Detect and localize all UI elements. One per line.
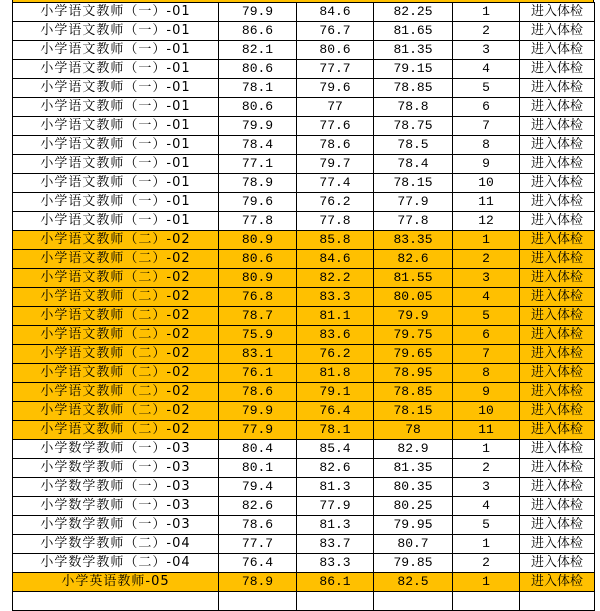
position-cell: 小学语文教师（二）-02 bbox=[13, 326, 219, 345]
written-score-cell: 82.6 bbox=[219, 497, 297, 516]
written-score-cell: 80.9 bbox=[219, 231, 297, 250]
rank-cell: 5 bbox=[453, 307, 520, 326]
total-score-cell: 78.85 bbox=[374, 383, 453, 402]
position-cell: 小学语文教师（二）-02 bbox=[13, 250, 219, 269]
interview-score-cell: 77.9 bbox=[297, 497, 374, 516]
interview-score-cell: 86.1 bbox=[297, 573, 374, 592]
rank-cell: 2 bbox=[453, 22, 520, 41]
position-cell: 小学语文教师（一）-01 bbox=[13, 117, 219, 136]
result-cell: 进入体检 bbox=[520, 250, 595, 269]
position-cell: 小学语文教师（二）-02 bbox=[13, 307, 219, 326]
result-cell: 进入体检 bbox=[520, 155, 595, 174]
interview-score-cell: 81.3 bbox=[297, 516, 374, 535]
position-cell: 小学语文教师（二）-02 bbox=[13, 364, 219, 383]
table-row bbox=[13, 421, 595, 440]
rank-cell: 6 bbox=[453, 326, 520, 345]
interview-score-cell: 85.4 bbox=[297, 440, 374, 459]
position-cell: 小学语文教师（一）-01 bbox=[13, 22, 219, 41]
result-cell: 进入体检 bbox=[520, 364, 595, 383]
written-score-cell: 79.6 bbox=[219, 193, 297, 212]
rank-cell: 6 bbox=[453, 98, 520, 117]
total-score-cell: 80.7 bbox=[374, 535, 453, 554]
table-row bbox=[13, 554, 595, 573]
interview-score-cell: 77.6 bbox=[297, 117, 374, 136]
result-cell: 进入体检 bbox=[520, 269, 595, 288]
written-score-cell: 82.1 bbox=[219, 41, 297, 60]
rank-cell: 1 bbox=[453, 3, 520, 22]
total-score-cell: 82.9 bbox=[374, 440, 453, 459]
interview-score-cell: 78.6 bbox=[297, 136, 374, 155]
result-cell: 进入体检 bbox=[520, 79, 595, 98]
table-row bbox=[13, 60, 595, 79]
total-score-cell: 80.25 bbox=[374, 497, 453, 516]
interview-score-cell: 84.6 bbox=[297, 250, 374, 269]
written-score-cell: 77.8 bbox=[219, 212, 297, 231]
rank-cell: 1 bbox=[453, 573, 520, 592]
total-score-cell: 79.65 bbox=[374, 345, 453, 364]
interview-score-cell: 76.2 bbox=[297, 193, 374, 212]
position-cell: 小学语文教师（一）-01 bbox=[13, 174, 219, 193]
position-cell: 小学语文教师（一）-01 bbox=[13, 98, 219, 117]
total-score-cell: 79.75 bbox=[374, 326, 453, 345]
table-row bbox=[13, 193, 595, 212]
rank-cell: 2 bbox=[453, 459, 520, 478]
table-row bbox=[13, 41, 595, 60]
table-row bbox=[13, 3, 595, 22]
table-row bbox=[13, 155, 595, 174]
total-score-cell: 79.95 bbox=[374, 516, 453, 535]
written-score-cell: 80.6 bbox=[219, 250, 297, 269]
rank-cell: 11 bbox=[453, 193, 520, 212]
interview-score-cell: 79.1 bbox=[297, 383, 374, 402]
position-cell: 小学语文教师（一）-01 bbox=[13, 193, 219, 212]
total-score-cell: 78.8 bbox=[374, 98, 453, 117]
interview-score-cell: 76.7 bbox=[297, 22, 374, 41]
result-cell: 进入体检 bbox=[520, 22, 595, 41]
next-row-cutoff bbox=[13, 592, 595, 611]
rank-cell: 4 bbox=[453, 288, 520, 307]
total-score-cell: 78.75 bbox=[374, 117, 453, 136]
table-row bbox=[13, 402, 595, 421]
interview-score-cell: 77.7 bbox=[297, 60, 374, 79]
total-score-cell: 80.35 bbox=[374, 478, 453, 497]
rank-cell: 8 bbox=[453, 136, 520, 155]
total-score-cell: 82.25 bbox=[374, 3, 453, 22]
result-cell: 进入体检 bbox=[520, 117, 595, 136]
table-row bbox=[13, 516, 595, 535]
table-row bbox=[13, 22, 595, 41]
table-row bbox=[13, 440, 595, 459]
written-score-cell: 79.4 bbox=[219, 478, 297, 497]
rank-cell: 11 bbox=[453, 421, 520, 440]
written-score-cell: 77.1 bbox=[219, 155, 297, 174]
result-cell: 进入体检 bbox=[520, 516, 595, 535]
table-row bbox=[13, 497, 595, 516]
position-cell: 小学语文教师（一）-01 bbox=[13, 155, 219, 174]
position-cell: 小学语文教师（二）-02 bbox=[13, 231, 219, 250]
written-score-cell: 76.8 bbox=[219, 288, 297, 307]
interview-score-cell: 81.3 bbox=[297, 478, 374, 497]
written-score-cell: 78.9 bbox=[219, 573, 297, 592]
written-score-cell: 77.9 bbox=[219, 421, 297, 440]
table-row bbox=[13, 117, 595, 136]
rank-cell: 7 bbox=[453, 117, 520, 136]
written-score-cell: 80.6 bbox=[219, 60, 297, 79]
rank-cell: 10 bbox=[453, 174, 520, 193]
total-score-cell: 78 bbox=[374, 421, 453, 440]
interview-score-cell: 83.3 bbox=[297, 554, 374, 573]
table-row bbox=[13, 345, 595, 364]
result-cell: 进入体检 bbox=[520, 421, 595, 440]
result-cell: 进入体检 bbox=[520, 288, 595, 307]
position-cell: 小学数学教师（一）-03 bbox=[13, 516, 219, 535]
written-score-cell: 78.6 bbox=[219, 516, 297, 535]
result-cell: 进入体检 bbox=[520, 98, 595, 117]
total-score-cell: 82.6 bbox=[374, 250, 453, 269]
written-score-cell: 78.7 bbox=[219, 307, 297, 326]
total-score-cell: 79.15 bbox=[374, 60, 453, 79]
position-cell: 小学语文教师（二）-02 bbox=[13, 345, 219, 364]
table-row bbox=[13, 478, 595, 497]
position-cell bbox=[13, 592, 219, 611]
rank-cell bbox=[453, 592, 520, 611]
written-score-cell: 83.1 bbox=[219, 345, 297, 364]
result-cell: 进入体检 bbox=[520, 459, 595, 478]
table-row bbox=[13, 326, 595, 345]
total-score-cell: 78.95 bbox=[374, 364, 453, 383]
result-cell: 进入体检 bbox=[520, 212, 595, 231]
position-cell: 小学数学教师（一）-03 bbox=[13, 459, 219, 478]
rank-cell: 1 bbox=[453, 231, 520, 250]
written-score-cell: 78.1 bbox=[219, 79, 297, 98]
table-row bbox=[13, 98, 595, 117]
total-score-cell: 78.15 bbox=[374, 174, 453, 193]
total-score-cell: 82.5 bbox=[374, 573, 453, 592]
table-row bbox=[13, 364, 595, 383]
table-row bbox=[13, 288, 595, 307]
written-score-cell: 78.9 bbox=[219, 174, 297, 193]
result-cell: 进入体检 bbox=[520, 41, 595, 60]
interview-score-cell: 78.1 bbox=[297, 421, 374, 440]
rank-cell: 4 bbox=[453, 497, 520, 516]
result-cell: 进入体检 bbox=[520, 535, 595, 554]
rank-cell: 7 bbox=[453, 345, 520, 364]
interview-score-cell: 83.7 bbox=[297, 535, 374, 554]
result-cell: 进入体检 bbox=[520, 326, 595, 345]
total-score-cell: 81.35 bbox=[374, 459, 453, 478]
table-row bbox=[13, 383, 595, 402]
position-cell: 小学语文教师（一）-01 bbox=[13, 60, 219, 79]
total-score-cell: 78.5 bbox=[374, 136, 453, 155]
total-score-cell: 77.8 bbox=[374, 212, 453, 231]
table-row bbox=[13, 307, 595, 326]
table-row bbox=[13, 250, 595, 269]
position-cell: 小学语文教师（一）-01 bbox=[13, 79, 219, 98]
interview-score-cell: 84.6 bbox=[297, 3, 374, 22]
position-cell: 小学语文教师（二）-02 bbox=[13, 402, 219, 421]
interview-score-cell: 77.8 bbox=[297, 212, 374, 231]
interview-score-cell: 85.8 bbox=[297, 231, 374, 250]
result-cell bbox=[520, 592, 595, 611]
total-score-cell: 81.55 bbox=[374, 269, 453, 288]
position-cell: 小学数学教师（二）-04 bbox=[13, 554, 219, 573]
interview-score-cell: 81.1 bbox=[297, 307, 374, 326]
written-score-cell: 80.6 bbox=[219, 98, 297, 117]
interview-score-cell bbox=[297, 592, 374, 611]
result-cell: 进入体检 bbox=[520, 573, 595, 592]
rank-cell: 9 bbox=[453, 383, 520, 402]
written-score-cell: 86.6 bbox=[219, 22, 297, 41]
rank-cell: 2 bbox=[453, 250, 520, 269]
position-cell: 小学语文教师（一）-01 bbox=[13, 3, 219, 22]
result-cell: 进入体检 bbox=[520, 60, 595, 79]
total-score-cell: 81.65 bbox=[374, 22, 453, 41]
total-score-cell: 78.15 bbox=[374, 402, 453, 421]
table-row bbox=[13, 136, 595, 155]
result-cell: 进入体检 bbox=[520, 554, 595, 573]
rank-cell: 1 bbox=[453, 440, 520, 459]
total-score-cell bbox=[374, 592, 453, 611]
rank-cell: 3 bbox=[453, 41, 520, 60]
rank-cell: 3 bbox=[453, 269, 520, 288]
rank-cell: 8 bbox=[453, 364, 520, 383]
position-cell: 小学语文教师（二）-02 bbox=[13, 269, 219, 288]
position-cell: 小学数学教师（一）-03 bbox=[13, 497, 219, 516]
written-score-cell: 79.9 bbox=[219, 3, 297, 22]
total-score-cell: 83.35 bbox=[374, 231, 453, 250]
interview-score-cell: 76.4 bbox=[297, 402, 374, 421]
written-score-cell: 80.4 bbox=[219, 440, 297, 459]
position-cell: 小学语文教师（二）-02 bbox=[13, 288, 219, 307]
result-cell: 进入体检 bbox=[520, 231, 595, 250]
interview-score-cell: 82.6 bbox=[297, 459, 374, 478]
rank-cell: 12 bbox=[453, 212, 520, 231]
written-score-cell: 76.1 bbox=[219, 364, 297, 383]
total-score-cell: 78.4 bbox=[374, 155, 453, 174]
rank-cell: 1 bbox=[453, 535, 520, 554]
position-cell: 小学数学教师（一）-03 bbox=[13, 440, 219, 459]
total-score-cell: 78.85 bbox=[374, 79, 453, 98]
rank-cell: 3 bbox=[453, 478, 520, 497]
position-cell: 小学语文教师（二）-02 bbox=[13, 421, 219, 440]
table-row bbox=[13, 79, 595, 98]
rank-cell: 5 bbox=[453, 516, 520, 535]
result-cell: 进入体检 bbox=[520, 497, 595, 516]
table-row bbox=[13, 174, 595, 193]
result-cell: 进入体检 bbox=[520, 383, 595, 402]
rank-cell: 9 bbox=[453, 155, 520, 174]
score-table bbox=[12, 2, 595, 611]
result-cell: 进入体检 bbox=[520, 440, 595, 459]
rank-cell: 10 bbox=[453, 402, 520, 421]
position-cell: 小学语文教师（一）-01 bbox=[13, 136, 219, 155]
table-row bbox=[13, 212, 595, 231]
written-score-cell: 75.9 bbox=[219, 326, 297, 345]
written-score-cell: 79.9 bbox=[219, 402, 297, 421]
written-score-cell: 80.9 bbox=[219, 269, 297, 288]
result-cell: 进入体检 bbox=[520, 478, 595, 497]
total-score-cell: 81.35 bbox=[374, 41, 453, 60]
written-score-cell: 76.4 bbox=[219, 554, 297, 573]
interview-score-cell: 80.6 bbox=[297, 41, 374, 60]
interview-score-cell: 82.2 bbox=[297, 269, 374, 288]
rank-cell: 4 bbox=[453, 60, 520, 79]
position-cell: 小学英语教师-05 bbox=[13, 573, 219, 592]
rank-cell: 5 bbox=[453, 79, 520, 98]
total-score-cell: 79.85 bbox=[374, 554, 453, 573]
total-score-cell: 77.9 bbox=[374, 193, 453, 212]
result-cell: 进入体检 bbox=[520, 3, 595, 22]
interview-score-cell: 83.3 bbox=[297, 288, 374, 307]
table-row bbox=[13, 459, 595, 478]
rank-cell: 2 bbox=[453, 554, 520, 573]
interview-score-cell: 79.6 bbox=[297, 79, 374, 98]
result-cell: 进入体检 bbox=[520, 193, 595, 212]
position-cell: 小学语文教师（二）-02 bbox=[13, 383, 219, 402]
total-score-cell: 79.9 bbox=[374, 307, 453, 326]
interview-score-cell: 77.4 bbox=[297, 174, 374, 193]
position-cell: 小学语文教师（一）-01 bbox=[13, 41, 219, 60]
interview-score-cell: 76.2 bbox=[297, 345, 374, 364]
table-row bbox=[13, 231, 595, 250]
interview-score-cell: 83.6 bbox=[297, 326, 374, 345]
total-score-cell: 80.05 bbox=[374, 288, 453, 307]
written-score-cell: 78.6 bbox=[219, 383, 297, 402]
position-cell: 小学语文教师（一）-01 bbox=[13, 212, 219, 231]
interview-score-cell: 79.7 bbox=[297, 155, 374, 174]
written-score-cell: 78.4 bbox=[219, 136, 297, 155]
interview-score-cell: 77 bbox=[297, 98, 374, 117]
interview-score-cell: 81.8 bbox=[297, 364, 374, 383]
written-score-cell bbox=[219, 592, 297, 611]
written-score-cell: 77.7 bbox=[219, 535, 297, 554]
result-cell: 进入体检 bbox=[520, 307, 595, 326]
result-cell: 进入体检 bbox=[520, 402, 595, 421]
position-cell: 小学数学教师（二）-04 bbox=[13, 535, 219, 554]
written-score-cell: 79.9 bbox=[219, 117, 297, 136]
table-row bbox=[13, 573, 595, 592]
table-body bbox=[13, 3, 595, 611]
position-cell: 小学数学教师（一）-03 bbox=[13, 478, 219, 497]
result-cell: 进入体检 bbox=[520, 345, 595, 364]
table-row bbox=[13, 535, 595, 554]
written-score-cell: 80.1 bbox=[219, 459, 297, 478]
result-cell: 进入体检 bbox=[520, 136, 595, 155]
result-cell: 进入体检 bbox=[520, 174, 595, 193]
table-row bbox=[13, 269, 595, 288]
